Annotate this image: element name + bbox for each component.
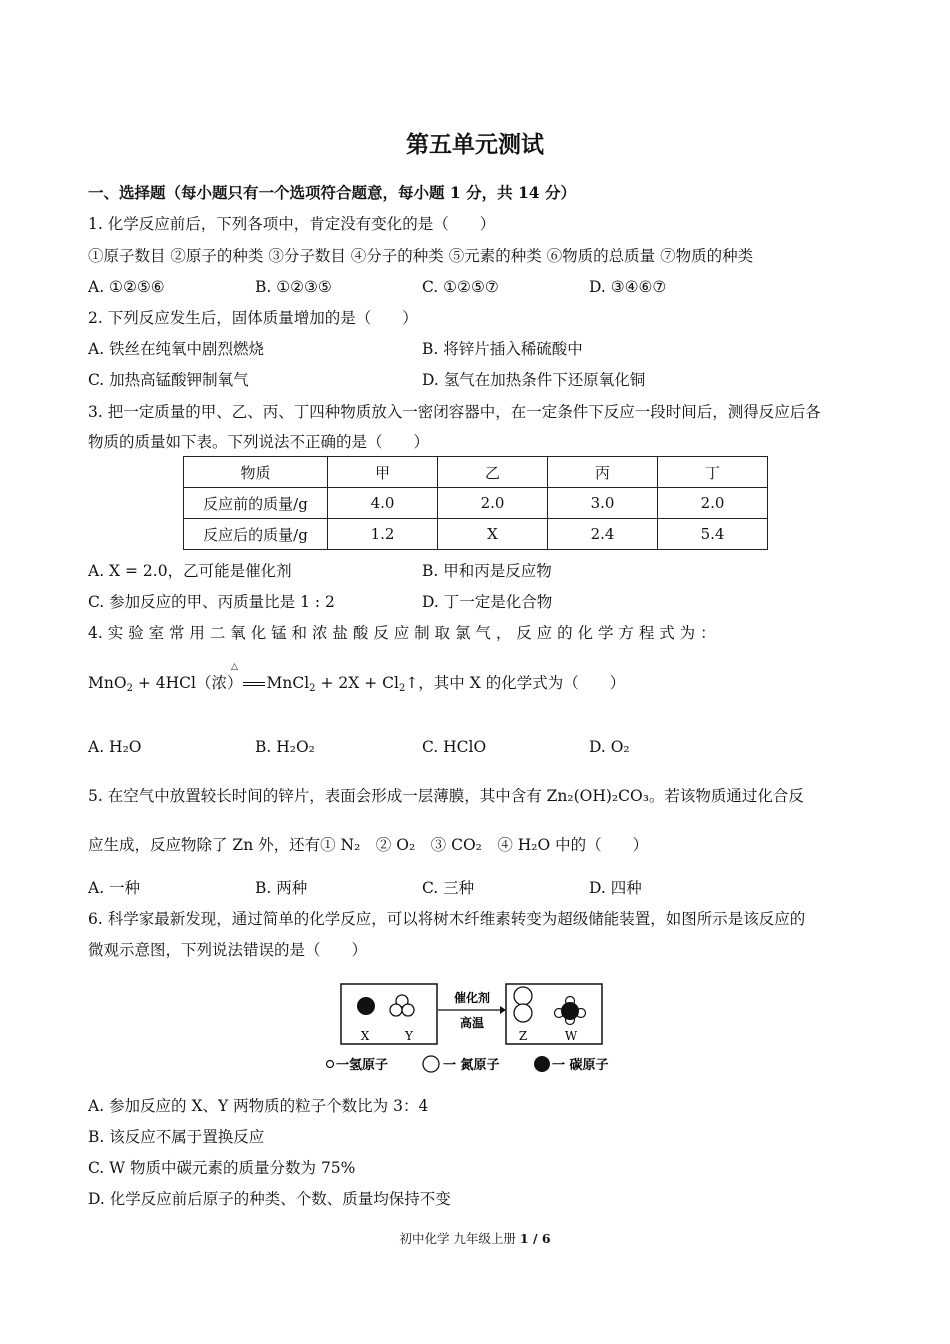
table-row	[184, 488, 768, 519]
q3-option-b: B. 甲和丙是反应物	[422, 562, 552, 580]
section-heading: 一、选择题（每小题只有一个选项符合题意，每小题 1 分，共 14 分）	[88, 183, 576, 202]
page-title: 第五单元测试	[406, 131, 544, 158]
legend-hydrogen-icon	[327, 1061, 334, 1068]
q5-option-c: C. 三种	[422, 879, 475, 897]
arrow-head-icon	[500, 1006, 506, 1014]
q6-option-c: C. W 物质中碳元素的质量分数为 75%	[88, 1159, 356, 1177]
table-header-row	[184, 457, 768, 488]
q1-option-a: A. ①②⑤⑥	[88, 278, 165, 296]
q5-option-d: D. 四种	[589, 879, 642, 897]
nitrogen-atom-icon	[390, 1004, 402, 1016]
table-cell: 反应后的质量/g	[184, 519, 328, 550]
table-cell: X	[438, 519, 548, 550]
label-w: W	[564, 1029, 578, 1043]
q2-option-b: B. 将锌片插入稀硫酸中	[422, 340, 583, 358]
table-cell: 反应前的质量/g	[184, 488, 328, 519]
table-cell: 2.0	[658, 488, 768, 519]
heat-symbol: △	[231, 662, 238, 672]
eq-mno2: MnO	[88, 674, 127, 692]
q2-stem: 2. 下列反应发生后，固体质量增加的是（ ）	[88, 309, 418, 327]
q4-option-a: A. H₂O	[88, 738, 142, 756]
mass-table	[183, 456, 768, 550]
table-cell: 3.0	[548, 488, 658, 519]
eq-tail: ↑，其中 X 的化学式为（ ）	[405, 674, 626, 692]
chemical-equation: MnO$_2$ + 4HCl（浓） MnCl$_2$ + $2X + Cl_2↑$，其中 X 的化学式为（ ）	[88, 674, 626, 694]
page-footer	[0, 1229, 950, 1247]
table-cell: 2.0	[438, 488, 548, 519]
q3-stem-line2: 物质的质量如下表。下列说法不正确的是（ ）	[88, 433, 430, 451]
arrow-temperature-label: 高温	[459, 1016, 485, 1030]
table-cell: 1.2	[328, 519, 438, 550]
legend-hydrogen-label: 一氢原子	[336, 1058, 389, 1073]
eq-cl2: + 2X + Cl	[315, 674, 399, 692]
page-number: 1 / 6	[519, 1231, 551, 1246]
legend-carbon-icon	[534, 1056, 550, 1072]
q6-stem-line2: 微观示意图，下列说法错误的是（ ）	[88, 941, 368, 959]
q4-option-b: B. H₂O₂	[255, 738, 315, 756]
q2-option-c: C. 加热高锰酸钾制氧气	[88, 371, 249, 389]
carbon-atom-icon	[357, 997, 375, 1015]
reaction-diagram	[320, 980, 630, 1078]
eq-hcl: + 4HCl（浓）	[132, 674, 243, 692]
arrow-catalyst-label: 催化剂	[453, 991, 491, 1005]
q4-option-c: C. HClO	[422, 738, 487, 756]
table-cell: 2.4	[548, 519, 658, 550]
table-cell: 4.0	[328, 488, 438, 519]
q1-option-b: B. ①②③⑤	[255, 278, 332, 296]
eq-mncl2: MnCl	[266, 674, 310, 692]
q1-option-d: D. ③④⑥⑦	[589, 278, 667, 296]
q4-stem: 4. 实 验 室 常 用 二 氧 化 锰 和 浓 盐 酸 反 应 制 取 氯 气 ， 反 应 的 化 学 方 程 式 为 ：	[88, 624, 716, 642]
q5-stem-line1: 5. 在空气中放置较长时间的锌片，表面会形成一层薄膜，其中含有 Zn₂(OH)₂CO₃。若该物质通过化合反	[88, 787, 804, 805]
label-z: Z	[518, 1029, 528, 1043]
nitrogen-atom-icon	[402, 1004, 414, 1016]
q1-items: ①原子数目 ②原子的种类 ③分子数目 ④分子的种类 ⑤元素的种类 ⑥物质的总质量 ⑦物质的种类	[88, 247, 754, 265]
q6-stem-line1: 6. 科学家最新发现，通过简单的化学反应，可以将树木纤维素转变为超级储能装置，如图所示是该反应的	[88, 910, 806, 928]
q5-stem-line2: 应生成，反应物除了 Zn 外，还有① N₂ ② O₂ ③ CO₂ ④ H₂O 中的（ ）	[88, 836, 649, 854]
footer-course: 初中化学 九年级上册	[399, 1231, 520, 1246]
q3-option-d: D. 丁一定是化合物	[422, 593, 553, 611]
nitrogen-atom-icon	[514, 987, 532, 1005]
table-header-cell: 物质	[184, 457, 328, 488]
table-header-cell: 丁	[658, 457, 768, 488]
eq-equals	[243, 682, 265, 686]
table-header-cell: 丙	[548, 457, 658, 488]
label-x: X	[360, 1029, 370, 1043]
table-cell: 5.4	[658, 519, 768, 550]
legend-carbon-label: 一 碳原子	[552, 1058, 609, 1073]
table-header-cell: 甲	[328, 457, 438, 488]
nitrogen-atom-icon	[514, 1004, 532, 1022]
q2-option-a: A. 铁丝在纯氧中剧烈燃烧	[88, 340, 265, 358]
q6-option-d: D. 化学反应前后原子的种类、个数、质量均保持不变	[88, 1190, 451, 1208]
q5-option-a: A. 一种	[88, 879, 141, 897]
q1-option-c: C. ①②⑤⑦	[422, 278, 499, 296]
q6-option-a: A. 参加反应的 X、Y 两物质的粒子个数比为 3：4	[88, 1097, 429, 1115]
q3-option-c: C. 参加反应的甲、丙质量比是 1 : 2	[88, 593, 335, 611]
legend-nitrogen-label: 一 氮原子	[443, 1058, 500, 1073]
q4-option-d: D. O₂	[589, 738, 630, 756]
q1-stem: 1. 化学反应前后，下列各项中，肯定没有变化的是（ ）	[88, 215, 496, 233]
q6-option-b: B. 该反应不属于置换反应	[88, 1128, 265, 1146]
q5-option-b: B. 两种	[255, 879, 308, 897]
table-row	[184, 519, 768, 550]
legend-nitrogen-icon	[423, 1056, 439, 1072]
table-header-cell: 乙	[438, 457, 548, 488]
label-y: Y	[405, 1029, 413, 1043]
q3-option-a: A. X = 2.0，乙可能是催化剂	[88, 562, 292, 580]
carbon-atom-icon	[561, 1002, 579, 1020]
reactant-box	[341, 984, 437, 1044]
q2-option-d: D. 氢气在加热条件下还原氧化铜	[422, 371, 646, 389]
q3-stem-line1: 3. 把一定质量的甲、乙、丙、丁四种物质放入一密闭容器中，在一定条件下反应一段时间后，测得反应后各	[88, 403, 821, 421]
